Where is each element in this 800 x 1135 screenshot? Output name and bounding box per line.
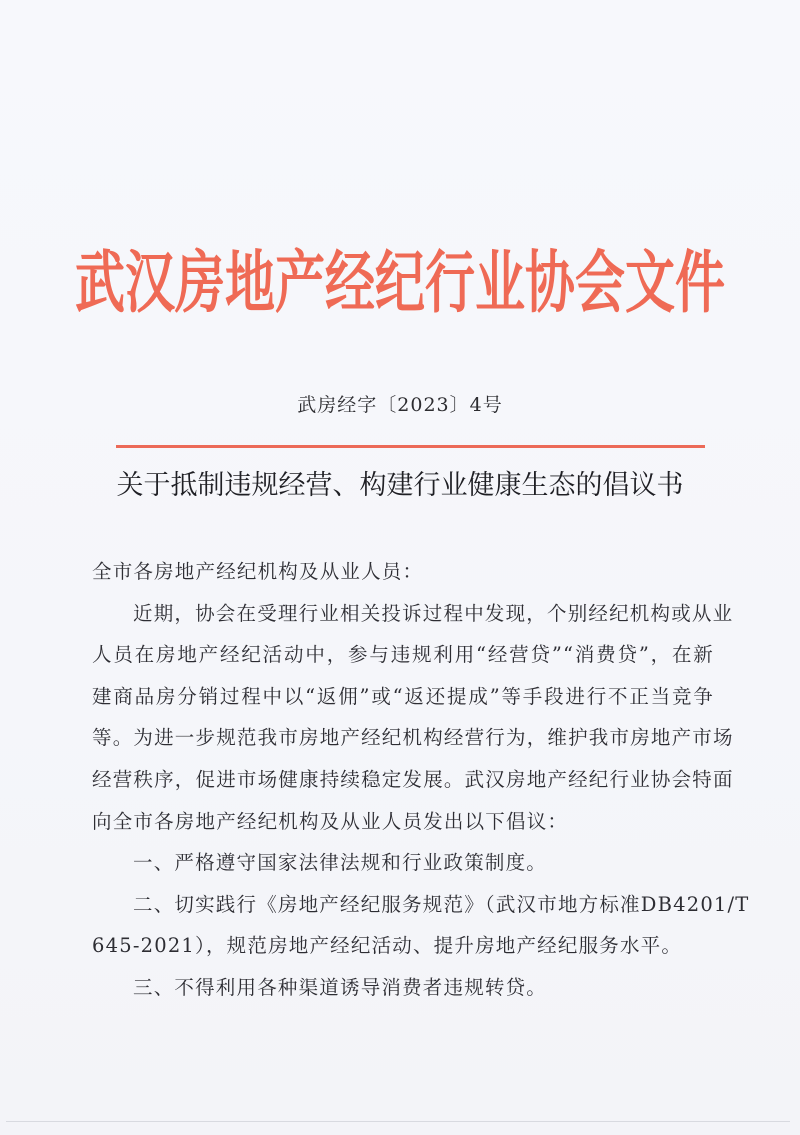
issuer-header-title: 武汉房地产经纪行业协会文件 <box>75 243 725 323</box>
document-number: 武房经字〔2023〕4号 <box>297 394 503 416</box>
body-line: 向全市各房地产经纪机构及从业人员发出以下倡议： <box>92 809 569 833</box>
proposal-item-2-continued: 645-2021），规范房地产经纪活动、提升房地产经纪服务水平。 <box>92 934 683 958</box>
body-line: 建商品房分销过程中以“返佣”或“返还提成”等手段进行不正当竞争 <box>92 684 714 708</box>
salutation: 全市各房地产经纪机构及从业人员： <box>92 560 424 583</box>
document-body <box>92 551 750 1009</box>
body-line: 经营秩序，促进市场健康持续稳定发展。武汉房地产经纪行业协会特面 <box>92 767 734 791</box>
page-bottom-edge <box>6 1121 790 1122</box>
document-title: 关于抵制违规经营、构建行业健康生态的倡议书 <box>116 470 684 501</box>
proposal-item-1: 一、严格遵守国家法律法规和行业政策制度。 <box>133 851 548 875</box>
proposal-item-2: 二、切实践行《房地产经纪服务规范》（武汉市地方标准DB4201/T <box>133 892 750 916</box>
body-line: 人员在房地产经纪活动中，参与违规利用“经营贷”“消费贷”，在新 <box>92 643 714 667</box>
proposal-item-3: 三、不得利用各种渠道诱导消费者违规转贷。 <box>133 975 548 999</box>
body-line: 近期，协会在受理行业相关投诉过程中发现，个别经纪机构或从业 <box>133 601 734 625</box>
body-line: 等。为进一步规范我市房地产经纪机构经营行为，维护我市房地产市场 <box>92 726 734 750</box>
red-divider-rule <box>116 445 705 448</box>
